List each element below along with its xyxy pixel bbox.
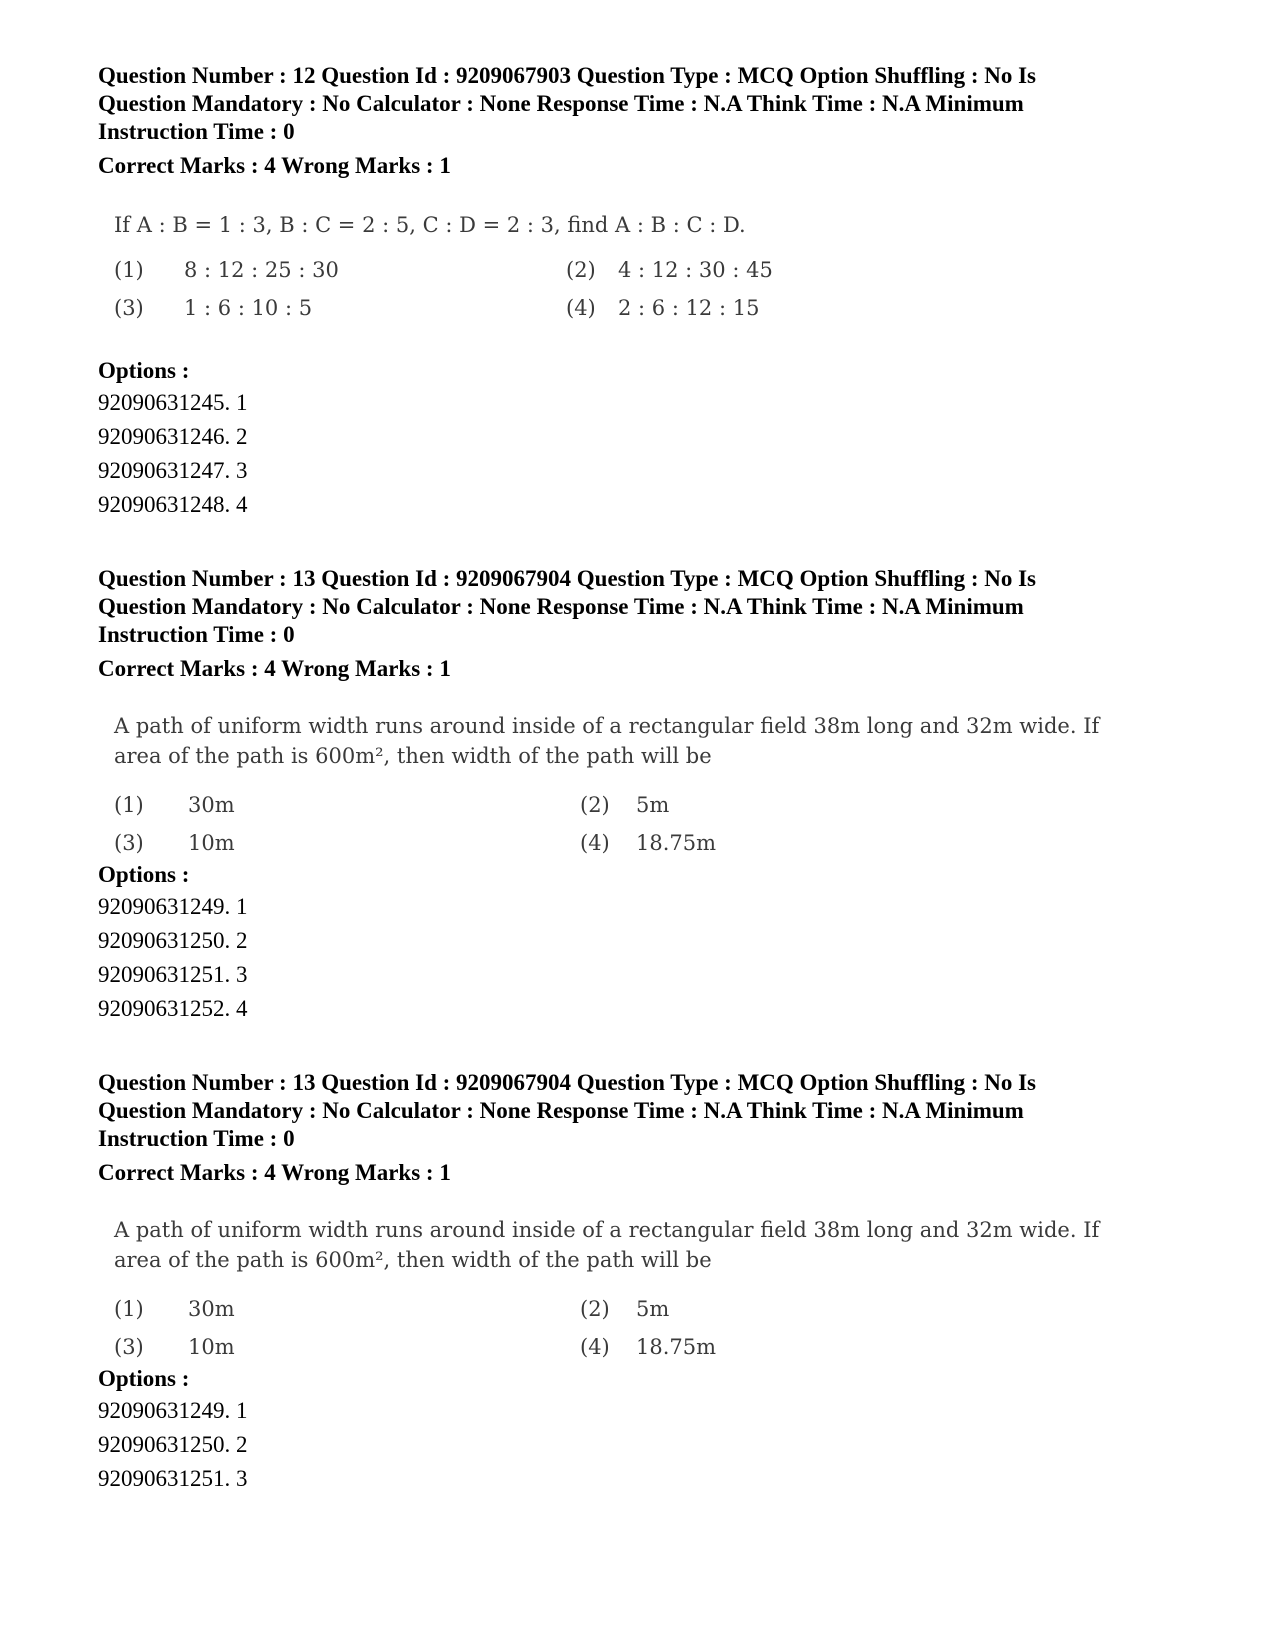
option-item: 92090631251. 3 [98,962,248,987]
choice-text: 18.75m [636,831,717,855]
choice-number: (4) [580,1335,610,1359]
choice-text: 5m [636,793,670,817]
option-item: 92090631252. 4 [98,996,248,1021]
option-item: 92090631249. 1 [98,1398,248,1423]
question-meta-line: Question Mandatory : No Calculator : None Response Time : N.A Think Time : N.A Minimum [98,91,1024,116]
choice-number: (1) [114,793,144,817]
question-text: A path of uniform width runs around inside of a rectangular field 38m long and 32m wide. If [114,1218,1100,1242]
marks-line: Correct Marks : 4 Wrong Marks : 1 [98,1160,451,1185]
choice-number: (3) [114,296,144,320]
choice-number: (2) [566,258,596,282]
options-block [98,860,248,1026]
question-meta-line: Instruction Time : 0 [98,622,295,647]
question-text: area of the path is 600m², then width of the path will be [114,744,712,768]
choice-item [114,296,312,320]
marks-line: Correct Marks : 4 Wrong Marks : 1 [98,656,451,681]
choice-item [566,296,759,320]
question-meta-line: Instruction Time : 0 [98,1126,295,1151]
choice-text: 18.75m [636,1335,717,1359]
choice-text: 30m [188,793,235,817]
marks-line: Correct Marks : 4 Wrong Marks : 1 [98,153,451,178]
question-text: If A : B = 1 : 3, B : C = 2 : 5, C : D = 2 : 3, find A : B : C : D. [114,213,746,237]
choice-item [114,258,339,282]
question-meta-line: Question Mandatory : No Calculator : None Response Time : N.A Think Time : N.A Minimum [98,1098,1024,1123]
choice-text: 2 : 6 : 12 : 15 [618,296,760,320]
question-block-13 [98,565,1178,873]
choice-item [580,793,669,817]
question-meta-line: Question Mandatory : No Calculator : None Response Time : N.A Think Time : N.A Minimum [98,594,1024,619]
choice-text: 5m [636,1297,670,1321]
choice-item [114,1335,235,1359]
choice-number: (4) [566,296,596,320]
choice-list [114,793,1134,873]
options-title: Options : [98,862,190,887]
choice-list [114,1297,1134,1377]
choice-item [566,258,773,282]
question-block-13-repeat [98,1069,1178,1377]
option-item: 92090631251. 3 [98,1466,248,1491]
question-text: A path of uniform width runs around inside of a rectangular field 38m long and 32m wide. If [114,714,1100,738]
option-item: 92090631248. 4 [98,492,248,517]
option-item: 92090631245. 1 [98,390,248,415]
choice-number: (4) [580,831,610,855]
choice-number: (2) [580,1297,610,1321]
choice-item [114,793,235,817]
choice-text: 10m [188,831,235,855]
options-title: Options : [98,1366,190,1391]
options-title: Options : [98,358,190,383]
choice-number: (3) [114,831,144,855]
question-text: area of the path is 600m², then width of the path will be [114,1248,712,1272]
choice-item [114,831,235,855]
choice-number: (1) [114,1297,144,1321]
option-item: 92090631249. 1 [98,894,248,919]
options-block [98,1364,248,1496]
question-meta-line: Question Number : 13 Question Id : 9209067904 Question Type : MCQ Option Shuffling : No Is [98,566,1037,591]
choice-text: 1 : 6 : 10 : 5 [184,296,313,320]
option-item: 92090631250. 2 [98,928,248,953]
question-image [114,711,1134,873]
choice-text: 4 : 12 : 30 : 45 [618,258,773,282]
choice-item [580,1297,669,1321]
choice-text: 30m [188,1297,235,1321]
option-item: 92090631247. 3 [98,458,248,483]
question-image [114,1215,1134,1377]
option-item: 92090631250. 2 [98,1432,248,1457]
options-block [98,356,248,522]
choice-text: 10m [188,1335,235,1359]
question-meta-line: Instruction Time : 0 [98,119,295,144]
choice-number: (2) [580,793,610,817]
choice-item [114,1297,235,1321]
choice-text: 8 : 12 : 25 : 30 [184,258,339,282]
choice-item [580,831,716,855]
question-meta-line: Question Number : 12 Question Id : 9209067903 Question Type : MCQ Option Shuffling : No Is [98,63,1037,88]
choice-list [114,258,1134,338]
choice-number: (3) [114,1335,144,1359]
question-block-12 [98,62,1178,338]
choice-number: (1) [114,258,144,282]
question-meta-line: Question Number : 13 Question Id : 9209067904 Question Type : MCQ Option Shuffling : No Is [98,1070,1037,1095]
choice-item [580,1335,716,1359]
option-item: 92090631246. 2 [98,424,248,449]
question-image [114,210,1134,338]
